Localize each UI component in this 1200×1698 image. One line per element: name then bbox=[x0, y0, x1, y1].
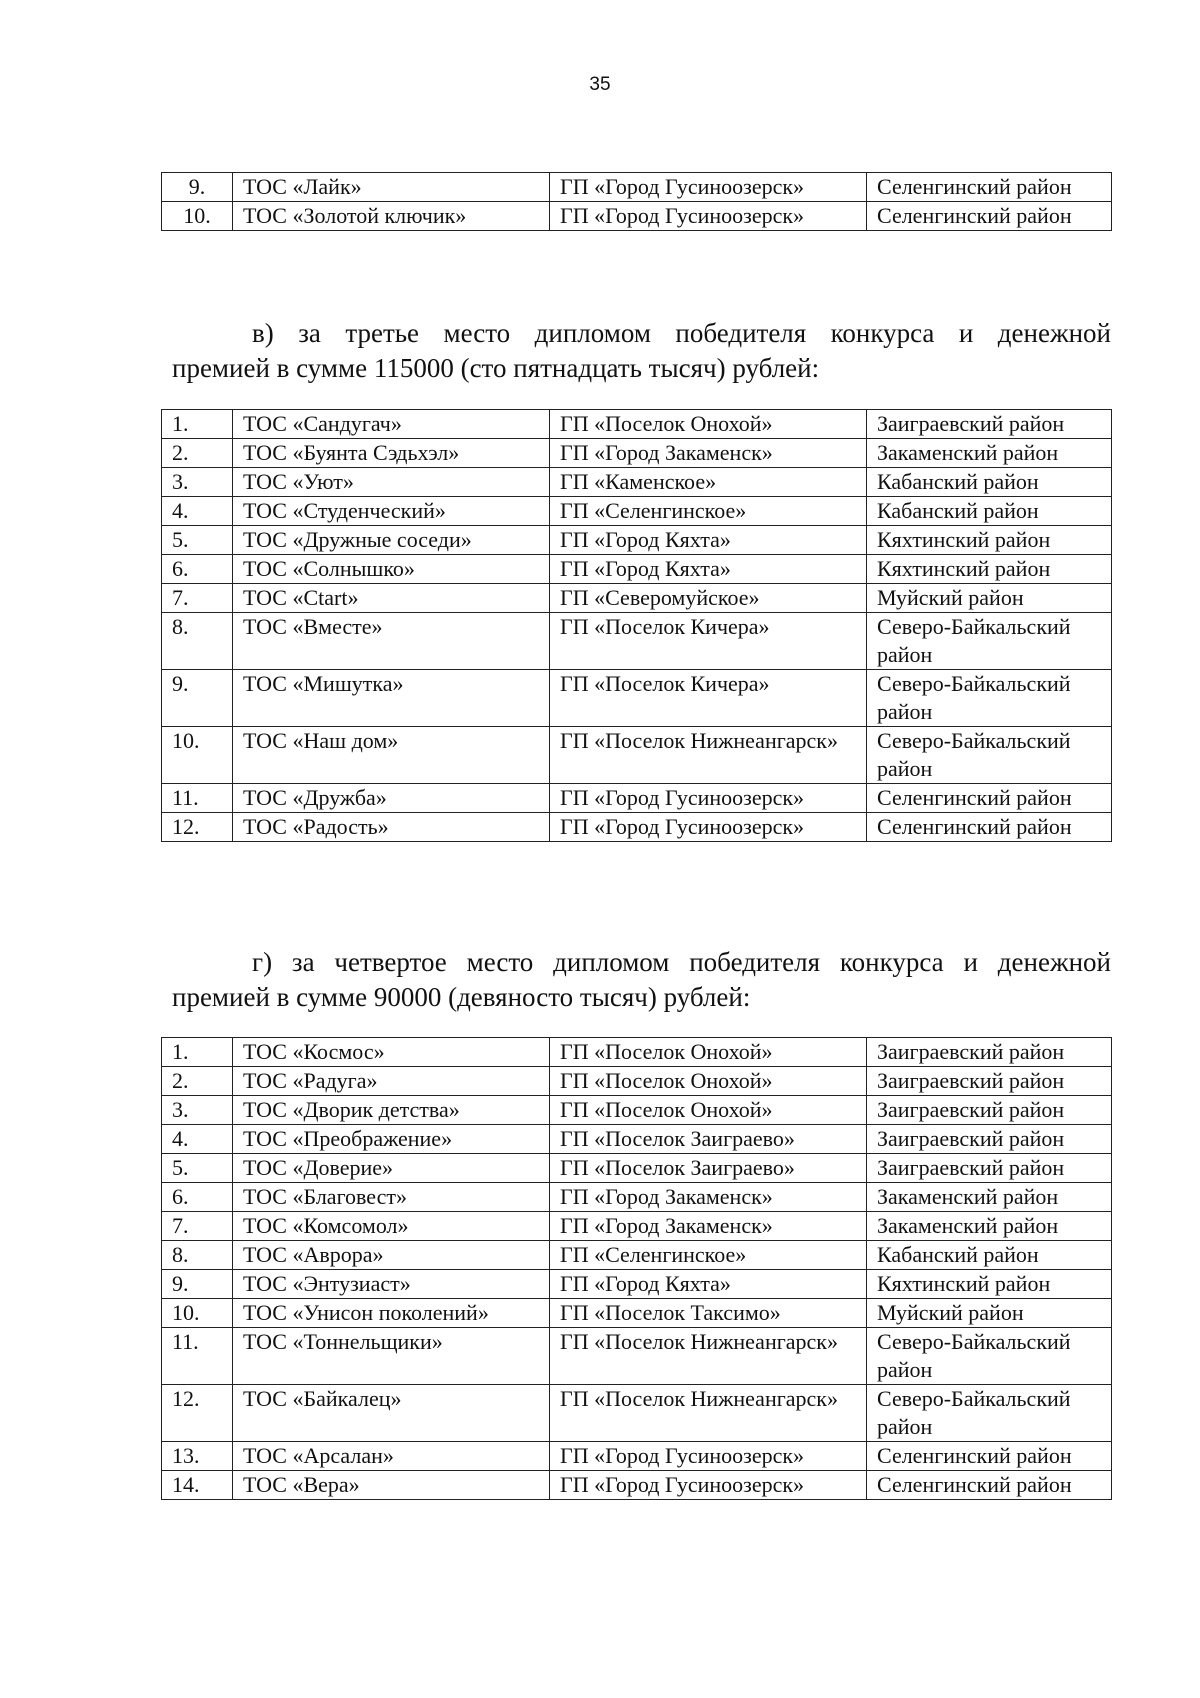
district-cell: Заиграевский район bbox=[867, 1067, 1112, 1096]
row-number-cell: 10. bbox=[162, 1299, 233, 1328]
district-cell: Закаменский район bbox=[867, 1183, 1112, 1212]
row-number-cell: 10. bbox=[162, 727, 233, 784]
table-row bbox=[162, 526, 1112, 555]
row-number-cell: 6. bbox=[162, 1183, 233, 1212]
row-number-cell: 3. bbox=[162, 1096, 233, 1125]
section-third-place-line2: премией в сумме 115000 (сто пятнадцать тысяч) рублей: bbox=[172, 353, 820, 383]
table-row bbox=[162, 439, 1112, 468]
winners-table-continued bbox=[161, 172, 1112, 231]
settlement-cell: ГП «Город Закаменск» bbox=[550, 1212, 867, 1241]
row-number-cell: 13. bbox=[162, 1442, 233, 1471]
table-row bbox=[162, 410, 1112, 439]
settlement-cell: ГП «Город Гусиноозерск» bbox=[550, 813, 867, 842]
table-row bbox=[162, 1125, 1112, 1154]
district-cell: Кяхтинский район bbox=[867, 555, 1112, 584]
table-row bbox=[162, 727, 1112, 784]
district-cell: Муйский район bbox=[867, 1299, 1112, 1328]
district-cell: Заиграевский район bbox=[867, 410, 1112, 439]
tos-name-cell: ТОС «Преображение» bbox=[233, 1125, 550, 1154]
row-number-cell: 1. bbox=[162, 410, 233, 439]
tos-name-cell: ТОС «Доверие» bbox=[233, 1154, 550, 1183]
district-cell: Кабанский район bbox=[867, 468, 1112, 497]
district-cell: Селенгинский район bbox=[867, 1471, 1112, 1500]
district-cell: Кяхтинский район bbox=[867, 1270, 1112, 1299]
district-cell: Кабанский район bbox=[867, 497, 1112, 526]
tos-name-cell: ТОС «Дружба» bbox=[233, 784, 550, 813]
row-number-cell: 8. bbox=[162, 613, 233, 670]
table-row bbox=[162, 613, 1112, 670]
row-number-cell: 9. bbox=[162, 670, 233, 727]
settlement-cell: ГП «Поселок Таксимо» bbox=[550, 1299, 867, 1328]
settlement-cell: ГП «Город Гусиноозерск» bbox=[550, 173, 867, 202]
table-row bbox=[162, 1241, 1112, 1270]
row-number-cell: 2. bbox=[162, 439, 233, 468]
tos-name-cell: ТОС «Радость» bbox=[233, 813, 550, 842]
district-cell: Селенгинский район bbox=[867, 202, 1112, 231]
district-cell: Селенгинский район bbox=[867, 173, 1112, 202]
settlement-cell: ГП «Город Кяхта» bbox=[550, 526, 867, 555]
table-row bbox=[162, 173, 1112, 202]
settlement-cell: ГП «Город Кяхта» bbox=[550, 555, 867, 584]
table-row bbox=[162, 555, 1112, 584]
table-row bbox=[162, 1096, 1112, 1125]
page-number: 35 bbox=[589, 74, 611, 95]
tos-name-cell: ТОС «Дружные соседи» bbox=[233, 526, 550, 555]
table-row bbox=[162, 1183, 1112, 1212]
settlement-cell: ГП «Город Закаменск» bbox=[550, 439, 867, 468]
section-fourth-place-heading bbox=[172, 945, 1111, 1015]
tos-name-cell: ТОС «Мишутка» bbox=[233, 670, 550, 727]
settlement-cell: ГП «Поселок Онохой» bbox=[550, 410, 867, 439]
tos-name-cell: ТОС «Буянта Сэдьхэл» bbox=[233, 439, 550, 468]
section-third-place-line1: в) за третье место дипломом победителя конкурса и денежной bbox=[252, 318, 1111, 348]
table-row bbox=[162, 670, 1112, 727]
row-number-cell: 4. bbox=[162, 1125, 233, 1154]
table-row bbox=[162, 1385, 1112, 1442]
row-number-cell: 10. bbox=[162, 202, 233, 231]
row-number-cell: 9. bbox=[162, 1270, 233, 1299]
district-cell: Закаменский район bbox=[867, 1212, 1112, 1241]
row-number-cell: 7. bbox=[162, 584, 233, 613]
tos-name-cell: ТОС «Унисон поколений» bbox=[233, 1299, 550, 1328]
row-number-cell: 9. bbox=[162, 173, 233, 202]
settlement-cell: ГП «Поселок Нижнеангарск» bbox=[550, 1385, 867, 1442]
settlement-cell: ГП «Селенгинское» bbox=[550, 1241, 867, 1270]
row-number-cell: 6. bbox=[162, 555, 233, 584]
row-number-cell: 2. bbox=[162, 1067, 233, 1096]
district-cell: Закаменский район bbox=[867, 439, 1112, 468]
row-number-cell: 8. bbox=[162, 1241, 233, 1270]
row-number-cell: 12. bbox=[162, 1385, 233, 1442]
tos-name-cell: ТОС «Арсалан» bbox=[233, 1442, 550, 1471]
tos-name-cell: ТОС «Студенческий» bbox=[233, 497, 550, 526]
district-cell: Кяхтинский район bbox=[867, 526, 1112, 555]
tos-name-cell: ТОС «Радуга» bbox=[233, 1067, 550, 1096]
row-number-cell: 14. bbox=[162, 1471, 233, 1500]
tos-name-cell: ТОС «Энтузиаст» bbox=[233, 1270, 550, 1299]
row-number-cell: 1. bbox=[162, 1038, 233, 1067]
table-row bbox=[162, 1471, 1112, 1500]
tos-name-cell: ТОС «Солнышко» bbox=[233, 555, 550, 584]
district-cell: Северо-Байкальский район bbox=[867, 670, 1112, 727]
section-third-place-heading bbox=[172, 316, 1111, 386]
table-row bbox=[162, 1067, 1112, 1096]
settlement-cell: ГП «Поселок Онохой» bbox=[550, 1096, 867, 1125]
table-row bbox=[162, 1154, 1112, 1183]
tos-name-cell: ТОС «Вместе» bbox=[233, 613, 550, 670]
settlement-cell: ГП «Поселок Заиграево» bbox=[550, 1125, 867, 1154]
district-cell: Селенгинский район bbox=[867, 813, 1112, 842]
settlement-cell: ГП «Селенгинское» bbox=[550, 497, 867, 526]
settlement-cell: ГП «Город Гусиноозерск» bbox=[550, 784, 867, 813]
tos-name-cell: ТОС «Тоннельщики» bbox=[233, 1328, 550, 1385]
row-number-cell: 3. bbox=[162, 468, 233, 497]
table-row bbox=[162, 1212, 1112, 1241]
district-cell: Заиграевский район bbox=[867, 1038, 1112, 1067]
tos-name-cell: ТОС «Байкалец» bbox=[233, 1385, 550, 1442]
row-number-cell: 5. bbox=[162, 526, 233, 555]
settlement-cell: ГП «Город Гусиноозерск» bbox=[550, 202, 867, 231]
tos-name-cell: ТОС «Вера» bbox=[233, 1471, 550, 1500]
settlement-cell: ГП «Каменское» bbox=[550, 468, 867, 497]
district-cell: Северо-Байкальский район bbox=[867, 1385, 1112, 1442]
district-cell: Селенгинский район bbox=[867, 1442, 1112, 1471]
row-number-cell: 5. bbox=[162, 1154, 233, 1183]
section-fourth-place-line2: премией в сумме 90000 (девяносто тысяч) рублей: bbox=[172, 982, 751, 1012]
district-cell: Кабанский район bbox=[867, 1241, 1112, 1270]
settlement-cell: ГП «Город Гусиноозерск» bbox=[550, 1442, 867, 1471]
district-cell: Северо-Байкальский район bbox=[867, 727, 1112, 784]
settlement-cell: ГП «Поселок Нижнеангарск» bbox=[550, 1328, 867, 1385]
table-row bbox=[162, 1442, 1112, 1471]
district-cell: Северо-Байкальский район bbox=[867, 613, 1112, 670]
settlement-cell: ГП «Поселок Нижнеангарск» bbox=[550, 727, 867, 784]
tos-name-cell: ТОС «Благовест» bbox=[233, 1183, 550, 1212]
table-row bbox=[162, 202, 1112, 231]
table-row bbox=[162, 1328, 1112, 1385]
tos-name-cell: ТОС «Дворик детства» bbox=[233, 1096, 550, 1125]
district-cell: Заиграевский район bbox=[867, 1154, 1112, 1183]
tos-name-cell: ТОС «Сандугач» bbox=[233, 410, 550, 439]
settlement-cell: ГП «Поселок Кичера» bbox=[550, 670, 867, 727]
tos-name-cell: ТОС «Уют» bbox=[233, 468, 550, 497]
third-place-table bbox=[161, 409, 1112, 842]
settlement-cell: ГП «Поселок Онохой» bbox=[550, 1038, 867, 1067]
tos-name-cell: ТОС «Золотой ключик» bbox=[233, 202, 550, 231]
row-number-cell: 11. bbox=[162, 784, 233, 813]
district-cell: Заиграевский район bbox=[867, 1125, 1112, 1154]
table-row bbox=[162, 584, 1112, 613]
district-cell: Заиграевский район bbox=[867, 1096, 1112, 1125]
tos-name-cell: ТОС «Ctart» bbox=[233, 584, 550, 613]
district-cell: Северо-Байкальский район bbox=[867, 1328, 1112, 1385]
row-number-cell: 4. bbox=[162, 497, 233, 526]
section-fourth-place-line1: г) за четвертое место дипломом победителя конкурса и денежной bbox=[252, 947, 1111, 977]
settlement-cell: ГП «Поселок Онохой» bbox=[550, 1067, 867, 1096]
tos-name-cell: ТОС «Лайк» bbox=[233, 173, 550, 202]
district-cell: Муйский район bbox=[867, 584, 1112, 613]
district-cell: Селенгинский район bbox=[867, 784, 1112, 813]
row-number-cell: 12. bbox=[162, 813, 233, 842]
tos-name-cell: ТОС «Комсомол» bbox=[233, 1212, 550, 1241]
table-row bbox=[162, 813, 1112, 842]
settlement-cell: ГП «Поселок Кичера» bbox=[550, 613, 867, 670]
settlement-cell: ГП «Город Гусиноозерск» bbox=[550, 1471, 867, 1500]
table-row bbox=[162, 1038, 1112, 1067]
table-row bbox=[162, 784, 1112, 813]
table-row bbox=[162, 497, 1112, 526]
tos-name-cell: ТОС «Наш дом» bbox=[233, 727, 550, 784]
row-number-cell: 7. bbox=[162, 1212, 233, 1241]
tos-name-cell: ТОС «Аврора» bbox=[233, 1241, 550, 1270]
row-number-cell: 11. bbox=[162, 1328, 233, 1385]
fourth-place-table bbox=[161, 1037, 1112, 1500]
settlement-cell: ГП «Город Кяхта» bbox=[550, 1270, 867, 1299]
table-row bbox=[162, 1270, 1112, 1299]
settlement-cell: ГП «Поселок Заиграево» bbox=[550, 1154, 867, 1183]
settlement-cell: ГП «Город Закаменск» bbox=[550, 1183, 867, 1212]
table-row bbox=[162, 468, 1112, 497]
settlement-cell: ГП «Северомуйское» bbox=[550, 584, 867, 613]
table-row bbox=[162, 1299, 1112, 1328]
tos-name-cell: ТОС «Космос» bbox=[233, 1038, 550, 1067]
